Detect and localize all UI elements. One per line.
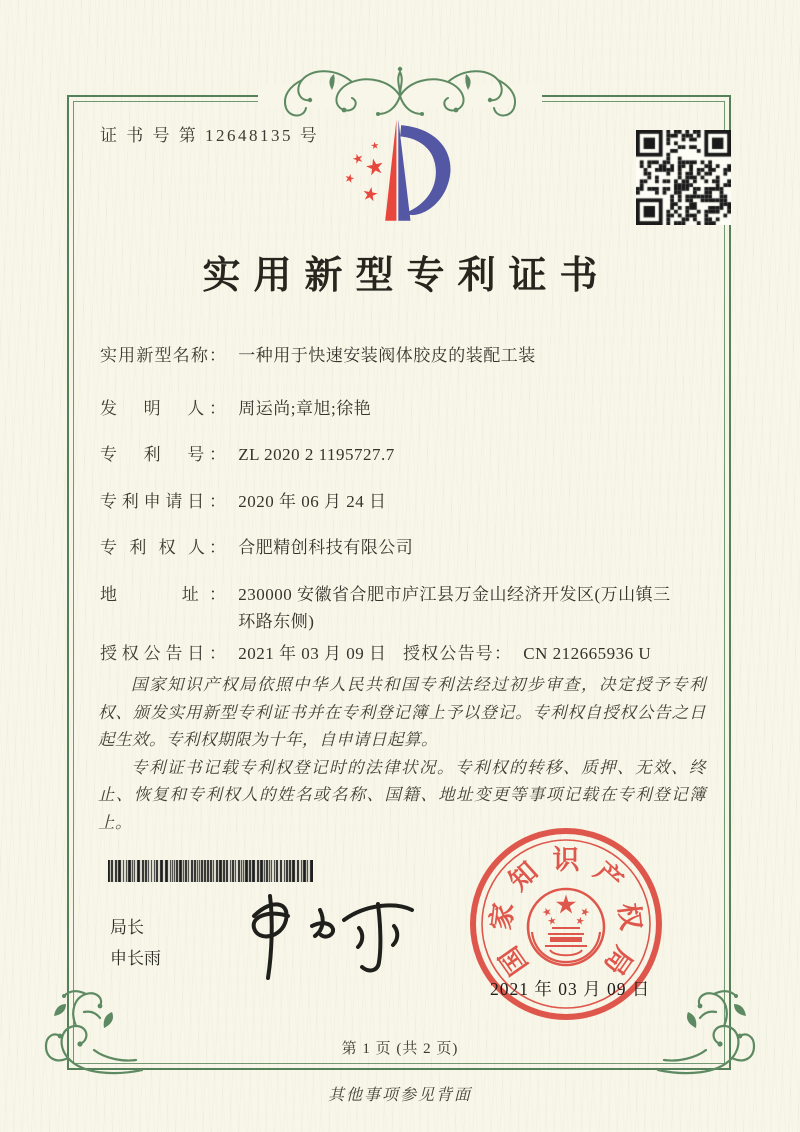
officer-block <box>110 912 161 974</box>
field-row-filing-date <box>100 488 710 515</box>
barcode <box>108 860 313 882</box>
field-value: 一种用于快速安装阀体胶皮的装配工装 <box>238 346 536 365</box>
back-side-note: 其他事项参见背面 <box>327 1087 472 1104</box>
certificate-number: 证 书 号 第 12648135 号 <box>100 126 320 145</box>
officer-name: 申长雨 <box>110 949 161 968</box>
field-value: ZL 2020 2 1195727.7 <box>238 445 395 464</box>
field-row-patentee <box>100 534 710 561</box>
seal-char: 家 <box>485 901 519 932</box>
page-number: 第 1 页 (共 2 页) <box>341 1041 459 1057</box>
seal-char: 局 <box>598 941 639 981</box>
legal-paragraph-1: 国家知识产权局依照中华人民共和国专利法经过初步审查，决定授予专利权、颁发实用新型专利证书并在专利登记簿上予以登记。专利权自授权公告之日起生效。专利权期限为十年，自申请日起算。 <box>98 675 706 749</box>
field-label: 专利申请日： <box>100 492 226 511</box>
field-value: CN 212665936 U <box>523 644 652 663</box>
seal-date: 2021 年 03 月 09 日 <box>490 979 651 999</box>
seal-char: 识 <box>552 845 580 875</box>
field-label: 授权公告号： <box>403 644 511 663</box>
logo-stars <box>344 141 384 201</box>
seal-char: 知 <box>503 856 544 897</box>
qr-code <box>636 130 731 225</box>
seal-national-emblem <box>528 889 604 965</box>
field-value: 2021 年 03 月 09 日 <box>238 644 387 663</box>
field-label: 发 明 人： <box>100 399 226 418</box>
field-label: 地 址： <box>100 585 226 604</box>
field-value: 230000 安徽省合肥市庐江县万金山经济开发区(万山镇三环路东侧) <box>238 585 671 631</box>
seal-char: 权 <box>613 901 647 932</box>
seal-char: 国 <box>493 941 534 981</box>
legal-paragraph-2: 专利证书记载专利权登记时的法律状况。专利权的转移、质押、无效、终止、恢复和专利权人的姓名或名称、国籍、地址变更等事项记载在专利登记簿上。 <box>98 757 706 832</box>
officer-title: 局长 <box>110 918 144 937</box>
field-label: 实用新型名称： <box>100 346 226 365</box>
field-row-address <box>100 581 710 635</box>
field-value: 2020 年 06 月 24 日 <box>238 492 387 511</box>
certificate-fields <box>100 342 710 667</box>
field-label: 授权公告日： <box>100 644 226 663</box>
field-row-grant <box>100 640 710 667</box>
field-label: 专 利 权 人： <box>100 538 226 557</box>
seal-char: 产 <box>588 856 629 897</box>
field-label: 专 利 号： <box>100 445 226 464</box>
grant-number-pair <box>403 640 651 667</box>
field-value: 合肥精创科技有限公司 <box>238 538 414 557</box>
cnipa-logo <box>328 106 478 236</box>
certificate-title: 实用新型专利证书 <box>202 255 611 297</box>
commissioner-signature <box>228 890 428 990</box>
field-row-name <box>100 342 710 369</box>
field-row-inventor <box>100 395 710 422</box>
legal-text <box>98 671 706 836</box>
field-row-patent-number <box>100 441 710 468</box>
field-value: 周运尚;章旭;徐艳 <box>238 399 372 418</box>
